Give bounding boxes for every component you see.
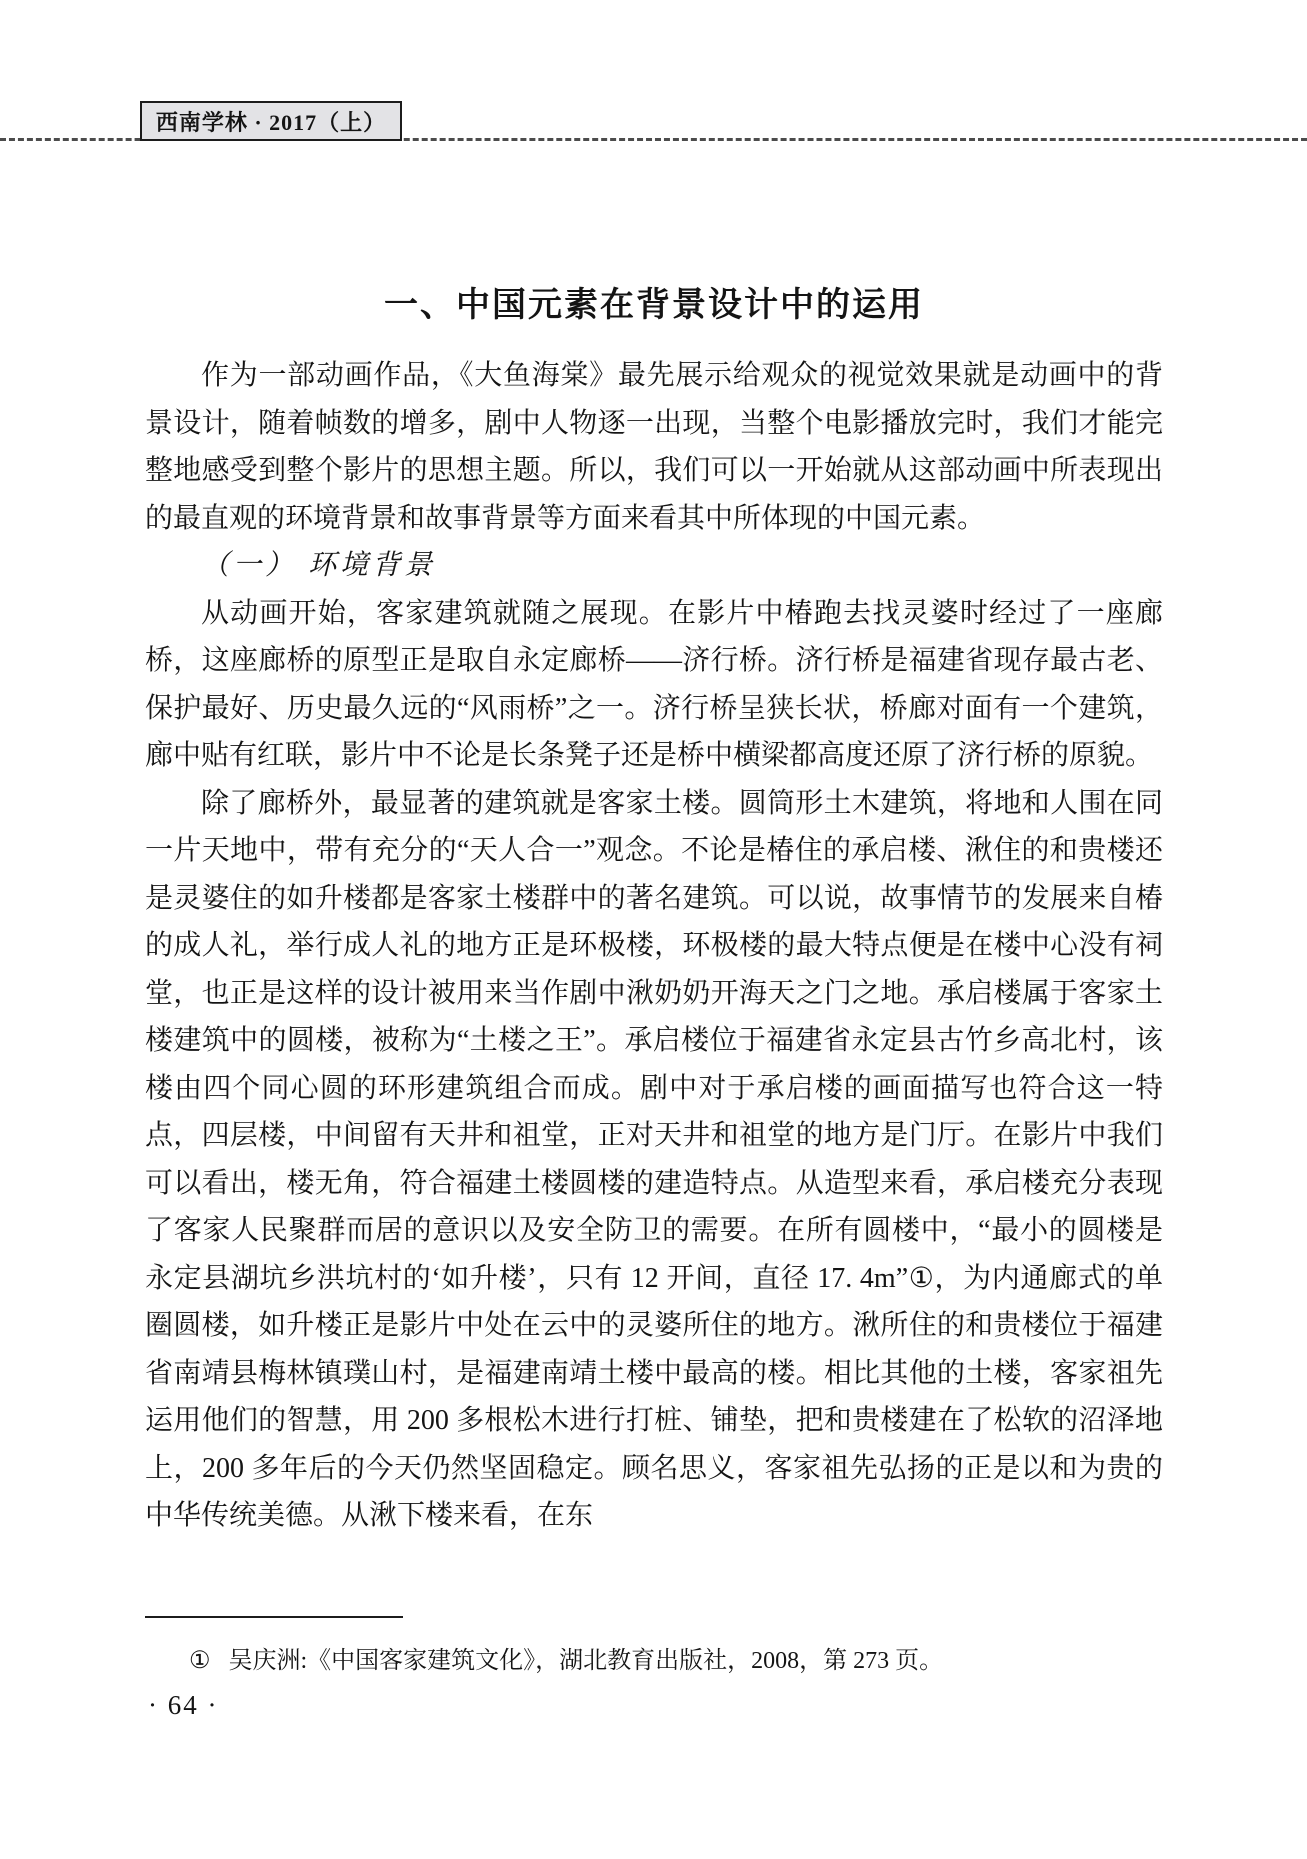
section-title: 一、中国元素在背景设计中的运用	[384, 285, 924, 324]
section-subheading: （一） 环境背景	[201, 550, 437, 581]
footnote-marker: ①	[189, 1648, 211, 1674]
paragraph-tulou: 除了廊桥外，最显著的建筑就是客家土楼。圆筒形土木建筑，将地和人围在同一片天地中，带有充分的“天人合一”观念。不论是椿住的承启楼、湫住的和贵楼还是灵婆住的如升楼都是客家土楼群中的著名建筑。可以说，故事情节的发展来自椿的成人礼，举行成人礼的地方正是环极楼，环极楼的最大特点便是在楼中心没有祠堂，也正是这样的设计被用来当作剧中湫奶奶开海天之门之地。承启楼属于客家土楼建筑中的圆楼，被称为“土楼之王”。承启楼位于福建省永定县古竹乡高北村，该楼由四个同心圆的环形建筑组合而成。剧中对于承启楼的画面描写也符合这一特点，四层楼，中间留有天井和祖堂，正对天井和祖堂的地方是门厅。在影片中我们可以看出，楼无角，符合福建土楼圆楼的建造特点。从造型来看，承启楼充分表现了客家人民聚群而居的意识以及安全防卫的需要。在所有圆楼中，“最小的圆楼是永定县湖坑乡洪坑村的‘如升楼’，只有 12 开间，直径 17. 4m”①，为内通廊式的单圈圆楼，如升楼正是影片中处在云中的灵婆所住的地方。湫所住的和贵楼位于福建省南靖县梅林镇璞山村，是福建南靖土楼中最高的楼。相比其他的土楼，客家祖先运用他们的智慧，用 200 多根松木进行打桩、铺垫，把和贵楼建在了松软的沼泽地上，200 多年后的今天仍然坚固稳定。顾名思义，客家祖先弘扬的正是以和为贵的中华传统美德。从湫下楼来看，在东	[145, 787, 1163, 1531]
footnote	[145, 1644, 1163, 1678]
paragraph-intro: 作为一部动画作品，《大鱼海棠》最先展示给观众的视觉效果就是动画中的背景设计，随着帧数的增多，剧中人物逐一出现，当整个电影播放完时，我们才能完整地感受到整个影片的思想主题。所以，我们可以一开始就从这部动画中所表现出的最直观的环境背景和故事背景等方面来看其中所体现的中国元素。	[145, 360, 1163, 534]
journal-title: 西南学林 · 2017（上）	[155, 109, 387, 135]
paragraph-bridge: 从动画开始，客家建筑就随之展现。在影片中椿跑去找灵婆时经过了一座廊桥，这座廊桥的原型正是取自永定廊桥——济行桥。济行桥是福建省现存最古老、保护最好、历史最久远的“风雨桥”之一。济行桥呈狭长状，桥廊对面有一个建筑，廊中贴有红联，影片中不论是长条凳子还是桥中横梁都高度还原了济行桥的原貌。	[145, 597, 1163, 771]
page-number: · 64 ·	[148, 1690, 219, 1720]
footnote-text: 吴庆洲:《中国客家建筑文化》，湖北教育出版社，2008，第 273 页。	[228, 1648, 944, 1674]
footnote-divider	[145, 1616, 403, 1618]
article-body	[145, 352, 1163, 1540]
journal-header-box	[140, 101, 402, 141]
